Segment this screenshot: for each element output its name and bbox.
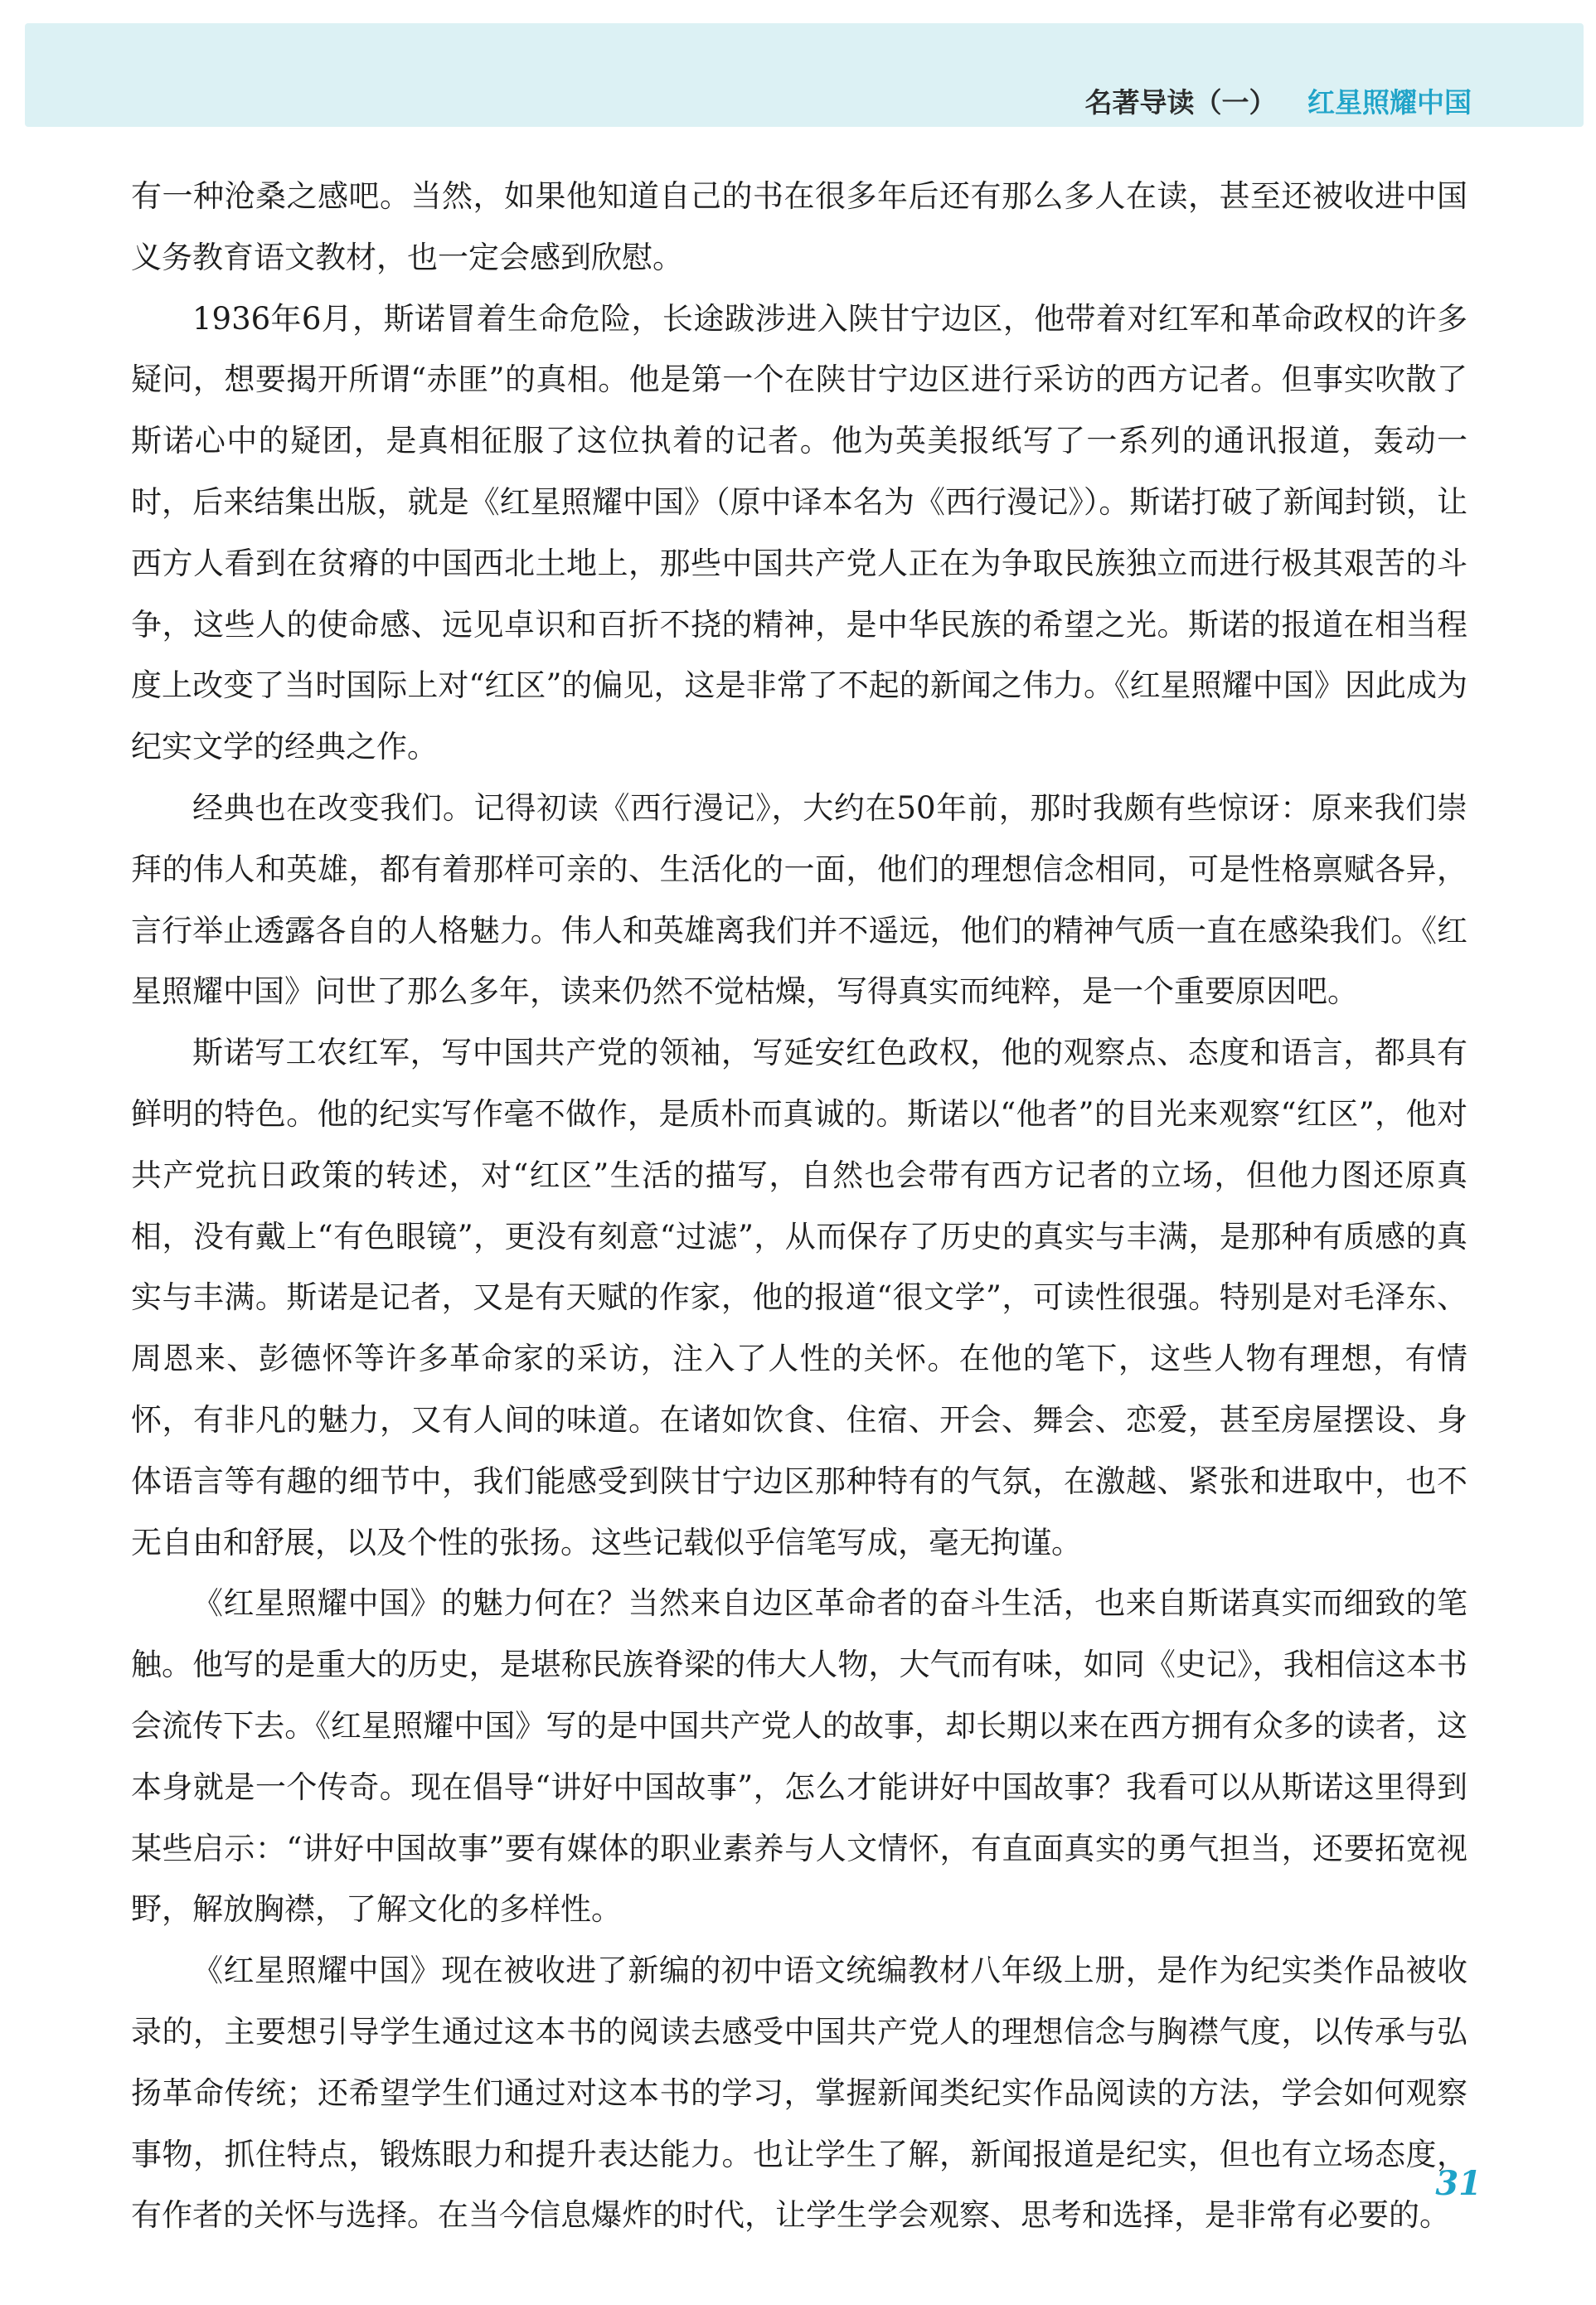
paragraph: 《红星照耀中国》的魅力何在？当然来自边区革命者的奋斗生活，也来自斯诺真实而细致的笔触。他写的是重大的历史，是堪称民族脊梁的伟大人物，大气而有味，如同《史记》，我相信这本书会流传下去。《红星照耀中国》写的是中国共产党人的故事，却长期以来在西方拥有众多的读者，这本身就是一个传奇。现在倡导“讲好中国故事”，怎么才能讲好中国故事？我看可以从斯诺这里得到某些启示：“讲好中国故事”要有媒体的职业素养与人文情怀，有直面真实的勇气担当，还要拓宽视野，解放胸襟，了解文化的多样性。 xyxy=(131,1585,1467,1928)
series-title: 名著导读（一） xyxy=(1084,86,1277,119)
paragraph: 斯诺写工农红军，写中国共产党的领袖，写延安红色政权，他的观察点、态度和语言，都具有鲜明的特色。他的纪实写作毫不做作，是质朴而真诚的。斯诺以“他者”的目光来观察“红区”，他对共产党抗日政策的转述，对“红区”生活的描写，自然也会带有西方记者的立场，但他力图还原真相，没有戴上“有色眼镜”，更没有刻意“过滤”，从而保存了历史的真实与丰满，是那种有质感的真实与丰满。斯诺是记者，又是有天赋的作家，他的报道“很文学”，可读性很强。特别是对毛泽东、周恩来、彭德怀等许多革命家的采访，注入了人性的关怀。在他的笔下，这些人物有理想，有情怀，有非凡的魅力，又有人间的味道。在诸如饮食、住宿、开会、舞会、恋爱，甚至房屋摆设、身体语言等有趣的细节中，我们能感受到陕甘宁边区那种特有的气氛，在激越、紧张和进取中，也不无自由和舒展，以及个性的张扬。这些记载似乎信笔写成，毫无拘谨。 xyxy=(131,1035,1467,1560)
article-body xyxy=(131,166,1467,2246)
paragraph: 1936年6月，斯诺冒着生命危险，长途跋涉进入陕甘宁边区，他带着对红军和革命政权的许多疑问，想要揭开所谓“赤匪”的真相。他是第一个在陕甘宁边区进行采访的西方记者。但事实吹散了斯诺心中的疑团，是真相征服了这位执着的记者。他为英美报纸写了一系列的通讯报道，轰动一时，后来结集出版，就是《红星照耀中国》（原中译本名为《西行漫记》）。斯诺打破了新闻封锁，让西方人看到在贫瘠的中国西北土地上，那些中国共产党人正在为争取民族独立而进行极其艰苦的斗争，这些人的使命感、远见卓识和百折不挠的精神，是中华民族的希望之光。斯诺的报道在相当程度上改变了当时国际上对“红区”的偏见，这是非常了不起的新闻之伟力。《红星照耀中国》因此成为纪实文学的经典之作。 xyxy=(131,300,1467,765)
page-number: 31 xyxy=(1435,2164,1482,2203)
paragraph: 《红星照耀中国》现在被收进了新编的初中语文统编教材八年级上册，是作为纪实类作品被收录的，主要想引导学生通过这本书的阅读去感受中国共产党人的理想信念与胸襟气度，以传承与弘扬革命传统；还希望学生们通过对这本书的学习，掌握新闻类纪实作品阅读的方法，学会如何观察事物，抓住特点，锻炼眼力和提升表达能力。也让学生了解，新闻报道是纪实，但也有立场态度，有作者的关怀与选择。在当今信息爆炸的时代，让学生学会观察、思考和选择，是非常有必要的。 xyxy=(131,1953,1467,2234)
paragraph: 经典也在改变我们。记得初读《西行漫记》，大约在50年前，那时我颇有些惊讶：原来我们崇拜的伟人和英雄，都有着那样可亲的、生活化的一面，他们的理想信念相同，可是性格禀赋各异，言行举止透露各自的人格魅力。伟人和英雄离我们并不遥远，他们的精神气质一直在感染我们。《红星照耀中国》问世了那么多年，读来仍然不觉枯燥，写得真实而纯粹，是一个重要原因吧。 xyxy=(131,789,1467,1010)
running-header xyxy=(1085,81,1472,120)
book-title: 红星照耀中国 xyxy=(1307,86,1472,119)
paragraph: 有一种沧桑之感吧。当然，如果他知道自己的书在很多年后还有那么多人在读，甚至还被收进中国义务教育语文教材，也一定会感到欣慰。 xyxy=(131,178,1467,275)
